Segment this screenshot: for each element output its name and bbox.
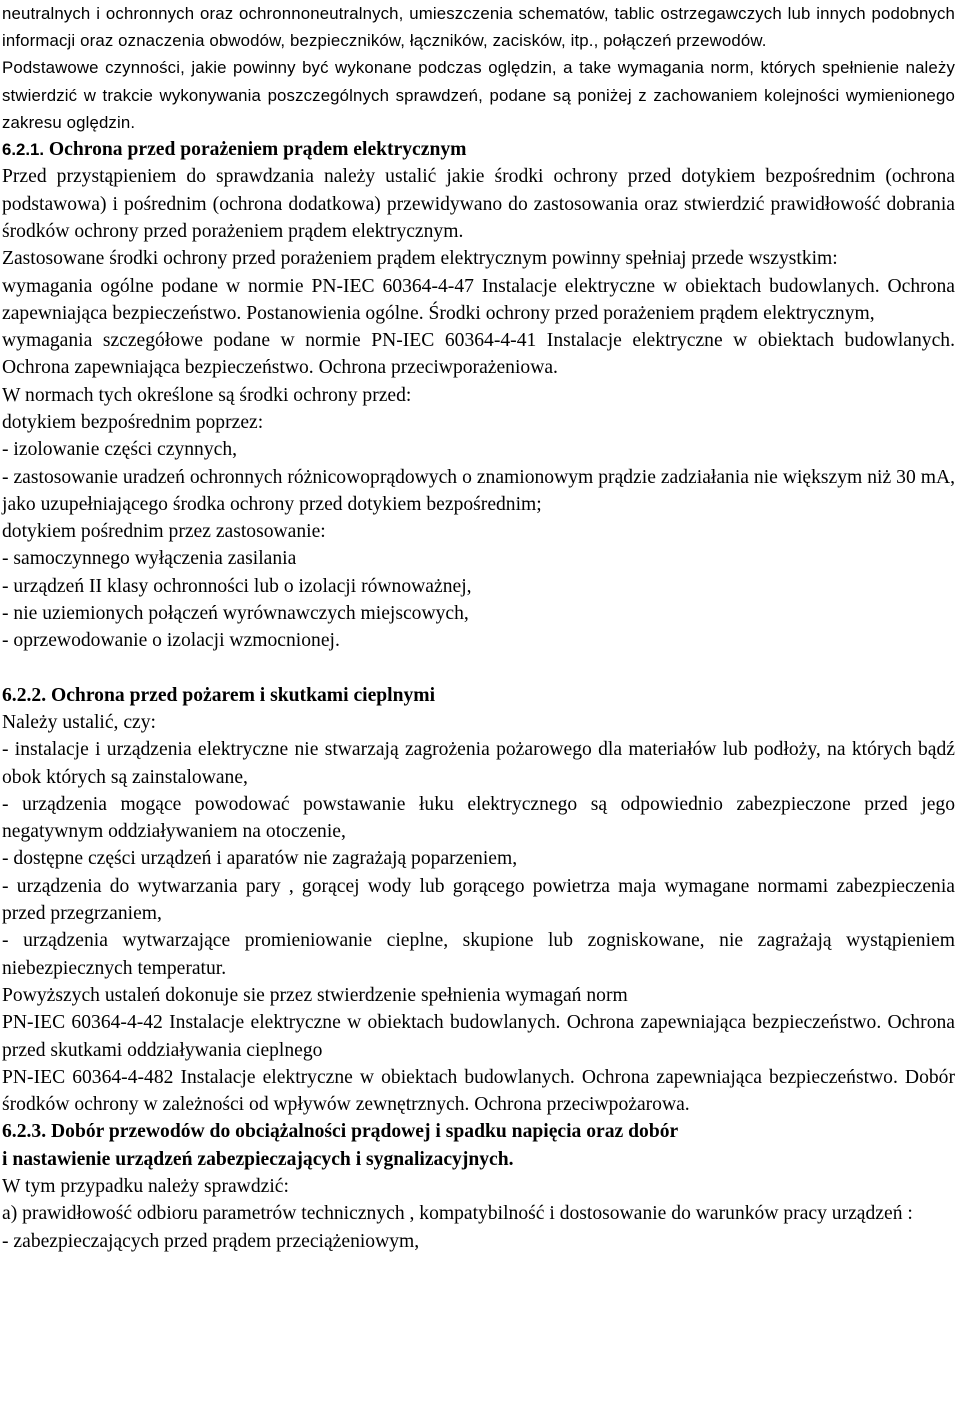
section-6-2-1-heading (2, 136, 955, 163)
paragraph: PN-IEC 60364-4-42 Instalacje elektryczne w obiektach budowlanych. Ochrona zapewniająca bezpieczeństwo. Ochrona przed skutkami oddziaływania cieplnego (2, 1012, 955, 1061)
paragraph: Zastosowane środki ochrony przed porażeniem prądem elektrycznym powinny spełniaj przede wszystkim: (2, 248, 838, 270)
section-number: 6.2.2. (2, 684, 47, 706)
list-item: - zastosowanie uradzeń ochronnych różnicowoprądowych o znamionowym prądzie zadziałania nie większym niż 30 mA, jako uzupełniającego środka ochrony przed dotykiem bezpośrednim; (2, 466, 955, 515)
section-title: Ochrona przed porażeniem prądem elektrycznym (48, 139, 467, 161)
list-item: - nie uziemionych połączeń wyrównawczych miejscowych, (2, 603, 469, 625)
paragraph: wymagania szczegółowe podane w normie PN-IEC 60364-4-41 Instalacje elektryczne w obiektach budowlanych. Ochrona zapewniająca bezpieczeństwo. Ochrona przeciwporażeniowa. (2, 330, 955, 379)
paragraph: Przed przystąpieniem do sprawdzania należy ustalić jakie środki ochrony przed dotykiem bezpośrednim (ochrona podstawowa) i pośrednim (ochrona dodatkowa) przewidywano do zastosowania oraz stwierdzić prawidłowość dobrania środków ochrony przed porażeniem prądem elektrycznym. (2, 166, 955, 242)
section-number: 6.2.1. (2, 140, 44, 160)
spacer (2, 655, 955, 682)
list-item: - dostępne części urządzeń i aparatów nie zagrażają poparzeniem, (2, 848, 518, 870)
list-item: - zabezpieczających przed prądem przeciążeniowym, (2, 1230, 420, 1252)
section-6-2-2-heading (2, 682, 955, 709)
paragraph: W normach tych określone są środki ochrony przed: (2, 384, 412, 406)
paragraph: Należy ustalić, czy: (2, 711, 156, 733)
intro-paragraph-2: Podstawowe czynności, jakie powinny być wykonane podczas oględzin, a take wymagania norm, których spełnienie należy stwierdzić w trakcie wykonywania poszczególnych sprawdzeń, podane są poniżej z zachowaniem kolejności wymienionego zakresu oględzin. (2, 58, 955, 132)
intro-paragraph-1: neutralnych i ochronnych oraz ochronnoneutralnych, umieszczenia schematów, tablic ostrzegawczych lub innych podobnych informacji oraz oznaczenia obwodów, bezpieczników, łączników, zacisków, itp., połączeń przewodów. (2, 4, 955, 51)
list-item: - urządzenia mogące powodować powstawanie łuku elektrycznego są odpowiednio zabezpieczone przed jego negatywnym oddziaływaniem na otoczenie, (2, 793, 955, 843)
paragraph: dotykiem bezpośrednim poprzez: (2, 411, 264, 433)
paragraph: W tym przypadku należy sprawdzić: (2, 1176, 289, 1197)
paragraph: a) prawidłowość odbioru parametrów technicznych , kompatybilność i dostosowanie do warunków pracy urządzeń : (2, 1203, 913, 1225)
list-item: - urządzenia do wytwarzania pary , gorącej wody lub gorącego powietrza maja wymagane normami zabezpieczenia przed przegrzaniem, (2, 875, 955, 925)
section-title: Ochrona przed pożarem i skutkami cieplnymi (51, 684, 436, 706)
paragraph: PN-IEC 60364-4-482 Instalacje elektryczne w obiektach budowlanych. Ochrona zapewniająca bezpieczeństwo. Dobór środków ochrony w zależności od wpływów zewnętrznych. Ochrona przeciwpożarowa. (2, 1066, 955, 1116)
list-item: - instalacje i urządzenia elektryczne nie stwarzają zagrożenia pożarowego dla materiałów lub podłoży, na których bądź obok których są zainstalowane, (2, 739, 955, 788)
list-item: - samoczynnego wyłączenia zasilania (2, 548, 297, 570)
paragraph: wymagania ogólne podane w normie PN-IEC 60364-4-47 Instalacje elektryczne w obiektach budowlanych. Ochrona zapewniająca bezpieczeństwo. Postanowienia ogólne. Środki ochrony przed porażeniem prądem elektrycznym, (2, 275, 955, 324)
list-item: - izolowanie części czynnych, (2, 439, 238, 461)
list-item: - urządzeń II klasy ochronności lub o izolacji równoważnej, (2, 575, 472, 597)
section-number: 6.2.3. (2, 1121, 47, 1143)
section-title-line-1: Dobór przewodów do obciążalności prądowej i spadku napięcia oraz dobór (51, 1121, 679, 1143)
section-6-2-3-heading (2, 1118, 955, 1145)
paragraph: dotykiem pośrednim przez zastosowanie: (2, 521, 326, 543)
paragraph: Powyższych ustaleń dokonuje sie przez stwierdzenie spełnienia wymagań norm (2, 984, 628, 1006)
list-item: - urządzenia wytwarzające promieniowanie cieplne, skupione lub zogniskowane, nie zagrażają wystąpieniem niebezpiecznych temperatur. (2, 930, 955, 979)
list-item: - oprzewodowanie o izolacji wzmocnionej. (2, 630, 340, 652)
section-title-line-2: i nastawienie urządzeń zabezpieczających i sygnalizacyjnych. (2, 1148, 514, 1170)
